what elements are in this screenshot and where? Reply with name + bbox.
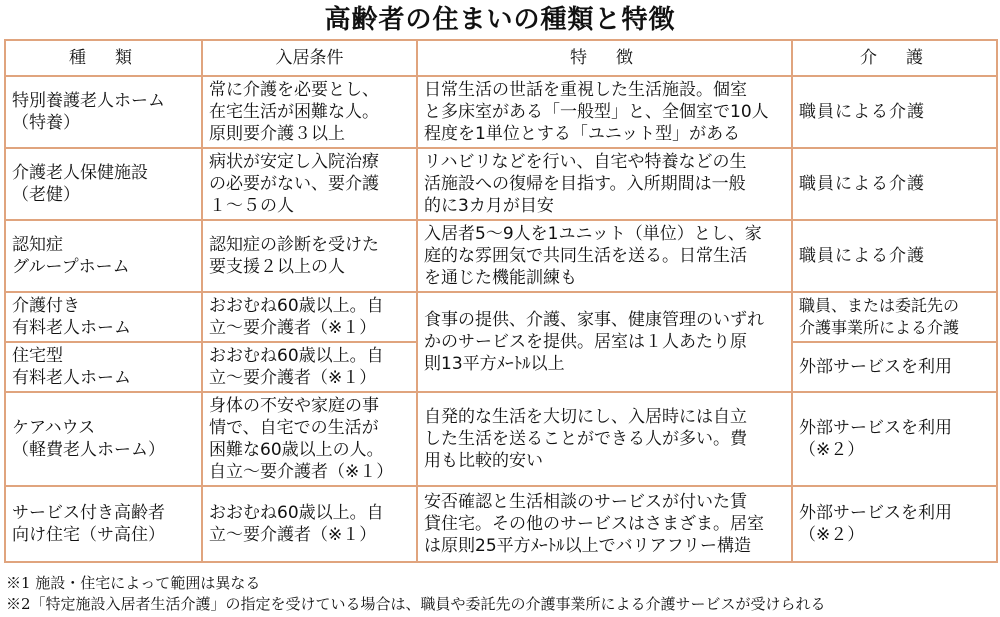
condition-cell: おおむね60歳以上。自 立～要介護者（※１） [202,342,417,392]
condition-cell: 身体の不安や家庭の事 情で、自宅での生活が 困難な60歳以上の人。 自立～要介護者（※１） [202,392,417,486]
type-cell: 特別養護老人ホーム （特養） [5,76,202,148]
header-care: 介 護 [792,40,997,76]
table-row [5,76,997,148]
care-cell: 外部サービスを利用 （※２） [792,392,997,486]
care-cell: 職員による介護 [792,148,997,220]
feature-cell: 入居者5～9人を1ユニット（単位）とし、家 庭的な雰囲気で共同生活を送る。日常生活 を通じた機能訓練も [417,220,792,292]
table-row [5,292,997,342]
table-row [5,220,997,292]
condition-cell: おおむね60歳以上。自 立～要介護者（※１） [202,486,417,562]
footnotes [6,573,996,615]
table-row [5,392,997,486]
feature-cell: リハビリなどを行い、自宅や特養などの生 活施設への復帰を目指す。入所期間は一般 的に3カ月が目安 [417,148,792,220]
care-cell: 職員による介護 [792,76,997,148]
header-row [5,40,997,76]
condition-cell: 病状が安定し入院治療 の必要がない、要介護 １～５の人 [202,148,417,220]
care-cell: 外部サービスを利用 （※２） [792,486,997,562]
footnote-1: ※1 施設・住宅によって範囲は異なる [6,574,261,592]
table-row [5,148,997,220]
condition-cell: 常に介護を必要とし、 在宅生活が困難な人。 原則要介護３以上 [202,76,417,148]
condition-cell: 認知症の診断を受けた 要支援２以上の人 [202,220,417,292]
feature-cell: 日常生活の世話を重視した生活施設。個室 と多床室がある「一般型」と、全個室で10人 程度を1単位とする「ユニット型」がある [417,76,792,148]
type-cell: ケアハウス （軽費老人ホーム） [5,392,202,486]
header-feature: 特 徴 [417,40,792,76]
table-row [5,486,997,562]
care-cell: 職員、または委託先の 介護事業所による介護 [792,292,997,342]
feature-cell: 安否確認と生活相談のサービスが付いた賃 貸住宅。その他のサービスはさまざま。居室 は原則25平方ﾒｰﾄﾙ以上でバリアフリー構造 [417,486,792,562]
type-cell: 住宅型 有料老人ホーム [5,342,202,392]
header-type: 種 類 [5,40,202,76]
type-cell: 介護付き 有料老人ホーム [5,292,202,342]
housing-table [4,39,998,563]
care-cell: 外部サービスを利用 [792,342,997,392]
feature-cell: 食事の提供、介護、家事、健康管理のいずれ かのサービスを提供。居室は１人あたり原 則13平方ﾒｰﾄﾙ以上 [417,292,792,392]
footnote-2: ※2「特定施設入居者生活介護」の指定を受けている場合は、職員や委託先の介護事業所による介護サービスが受けられる [6,595,826,613]
feature-cell: 自発的な生活を大切にし、入居時には自立 した生活を送ることができる人が多い。費 用も比較的安い [417,392,792,486]
page-title: 高齢者の住まいの種類と特徴 [324,5,676,35]
condition-cell: おおむね60歳以上。自 立～要介護者（※１） [202,292,417,342]
care-cell: 職員による介護 [792,220,997,292]
type-cell: サービス付き高齢者 向け住宅（サ高住） [5,486,202,562]
type-cell: 認知症 グループホーム [5,220,202,292]
type-cell: 介護老人保健施設 （老健） [5,148,202,220]
header-condition: 入居条件 [202,40,417,76]
